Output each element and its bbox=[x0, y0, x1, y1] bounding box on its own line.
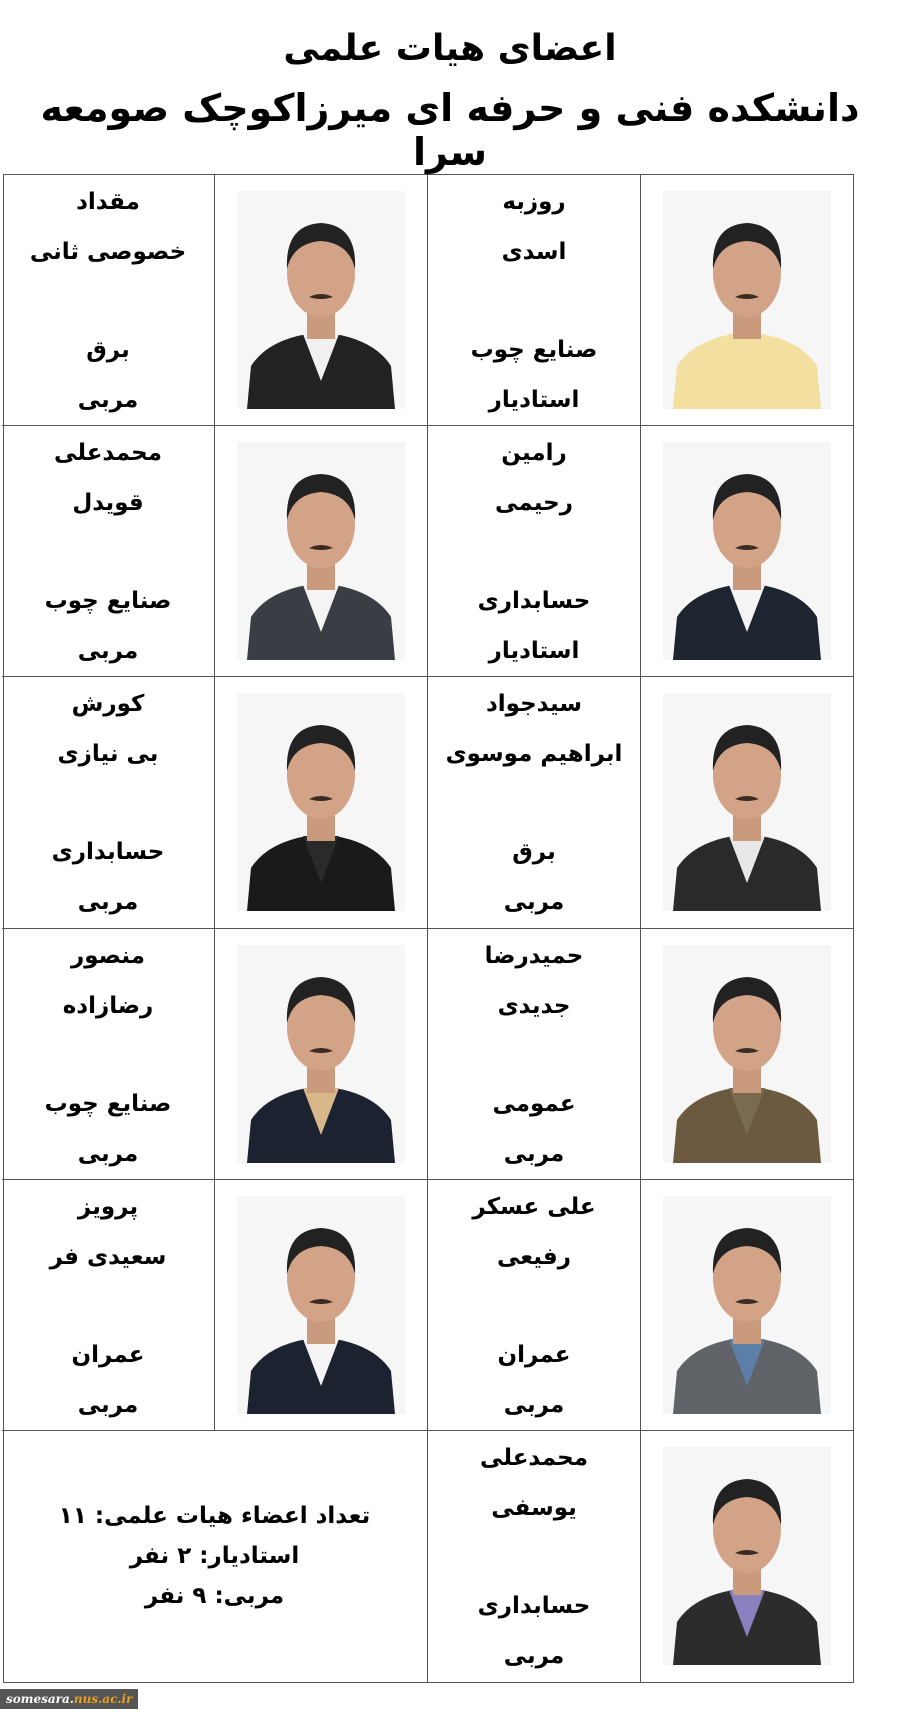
member-photo-cell bbox=[214, 426, 427, 677]
member-department: حسابداری bbox=[477, 588, 591, 615]
member-rank: مربی bbox=[77, 638, 139, 665]
member-last-name: رضازاده bbox=[62, 992, 154, 1019]
member-info-cell bbox=[427, 1180, 640, 1431]
page-subtitle: دانشکده فنی و حرفه ای میرزاکوچک صومعه سرا bbox=[40, 86, 860, 174]
member-photo-cell bbox=[640, 929, 853, 1180]
member-first-name: کورش bbox=[71, 691, 145, 718]
portrait-photo bbox=[663, 191, 831, 409]
member-department: حسابداری bbox=[51, 839, 165, 866]
member-first-name: مقداد bbox=[76, 189, 140, 215]
member-last-name: یوسفی bbox=[491, 1494, 577, 1521]
member-first-name: محمدعلی bbox=[54, 440, 162, 467]
member-photo-cell bbox=[214, 1180, 427, 1431]
member-photo-cell bbox=[640, 175, 853, 426]
member-info-cell bbox=[2, 677, 214, 928]
portrait-photo bbox=[237, 693, 405, 911]
member-rank: استادیار bbox=[488, 387, 580, 413]
member-info-cell bbox=[2, 175, 214, 426]
member-first-name: منصور bbox=[71, 942, 145, 969]
summary-total: تعداد اعضاء هیات علمی: ۱۱ bbox=[58, 1503, 371, 1530]
portrait-photo bbox=[663, 693, 831, 911]
member-first-name: سیدجواد bbox=[486, 691, 582, 718]
portrait-photo bbox=[237, 1196, 405, 1414]
member-department: صنایع چوب bbox=[44, 1090, 172, 1117]
member-photo-cell bbox=[214, 175, 427, 426]
member-photo-cell bbox=[640, 1431, 853, 1682]
member-first-name: علی عسکر bbox=[472, 1193, 596, 1220]
member-first-name: رامین bbox=[501, 440, 567, 467]
member-last-name: اسدی bbox=[501, 239, 567, 265]
portrait-photo bbox=[663, 945, 831, 1163]
member-rank: استادیار bbox=[488, 638, 580, 665]
faculty-table bbox=[3, 174, 854, 1683]
member-last-name: قویدل bbox=[72, 490, 144, 517]
member-photo-cell bbox=[640, 426, 853, 677]
member-last-name: خصوصی ثانی bbox=[29, 239, 187, 265]
member-info-cell bbox=[2, 929, 214, 1180]
member-last-name: ابراهیم موسوی bbox=[445, 741, 623, 768]
member-rank: مربی bbox=[503, 889, 565, 916]
member-last-name: رفیعی bbox=[497, 1243, 571, 1270]
member-rank: مربی bbox=[77, 889, 139, 916]
member-department: عمران bbox=[497, 1341, 571, 1368]
summary-instructor: مربی: ۹ نفر bbox=[144, 1583, 285, 1610]
member-department: حسابداری bbox=[477, 1592, 591, 1619]
member-info-cell bbox=[427, 175, 640, 426]
summary-assistant-prof: استادیار: ۲ نفر bbox=[129, 1543, 300, 1570]
summary-cell bbox=[2, 1431, 427, 1682]
portrait-photo bbox=[663, 1196, 831, 1414]
member-info-cell bbox=[2, 1180, 214, 1431]
member-info-cell bbox=[427, 677, 640, 928]
member-rank: مربی bbox=[503, 1140, 565, 1167]
portrait-photo bbox=[237, 945, 405, 1163]
member-rank: مربی bbox=[77, 1391, 139, 1418]
member-last-name: بی نیازی bbox=[57, 741, 159, 768]
portrait-photo bbox=[663, 442, 831, 660]
member-rank: مربی bbox=[77, 387, 139, 413]
member-department: عمران bbox=[71, 1341, 145, 1368]
member-department: صنایع چوب bbox=[470, 337, 598, 363]
member-rank: مربی bbox=[503, 1642, 565, 1669]
member-rank: مربی bbox=[503, 1391, 565, 1418]
watermark-domain: somesara. bbox=[6, 1692, 74, 1706]
watermark[interactable] bbox=[0, 1689, 138, 1709]
member-department: برق bbox=[86, 337, 130, 363]
member-info-cell bbox=[427, 426, 640, 677]
member-photo-cell bbox=[214, 929, 427, 1180]
member-last-name: رحیمی bbox=[495, 490, 573, 517]
member-info-cell bbox=[427, 1431, 640, 1682]
portrait-photo bbox=[237, 191, 405, 409]
member-first-name: محمدعلی bbox=[480, 1444, 588, 1471]
member-info-cell bbox=[2, 426, 214, 677]
portrait-photo bbox=[237, 442, 405, 660]
member-first-name: پرویز bbox=[77, 1193, 139, 1220]
member-department: صنایع چوب bbox=[44, 588, 172, 615]
member-photo-cell bbox=[214, 677, 427, 928]
portrait-photo bbox=[663, 1447, 831, 1665]
member-last-name: سعیدی فر bbox=[49, 1243, 167, 1270]
member-first-name: روزبه bbox=[502, 189, 566, 215]
member-rank: مربی bbox=[77, 1140, 139, 1167]
member-last-name: جدیدی bbox=[497, 992, 571, 1019]
member-first-name: حمیدرضا bbox=[484, 942, 584, 969]
member-department: برق bbox=[512, 839, 556, 866]
member-photo-cell bbox=[640, 677, 853, 928]
member-info-cell bbox=[427, 929, 640, 1180]
member-department: عمومی bbox=[492, 1090, 576, 1117]
page-title: اعضای هیات علمی bbox=[283, 28, 617, 69]
watermark-suffix: nus.ac.ir bbox=[73, 1692, 133, 1706]
member-photo-cell bbox=[640, 1180, 853, 1431]
